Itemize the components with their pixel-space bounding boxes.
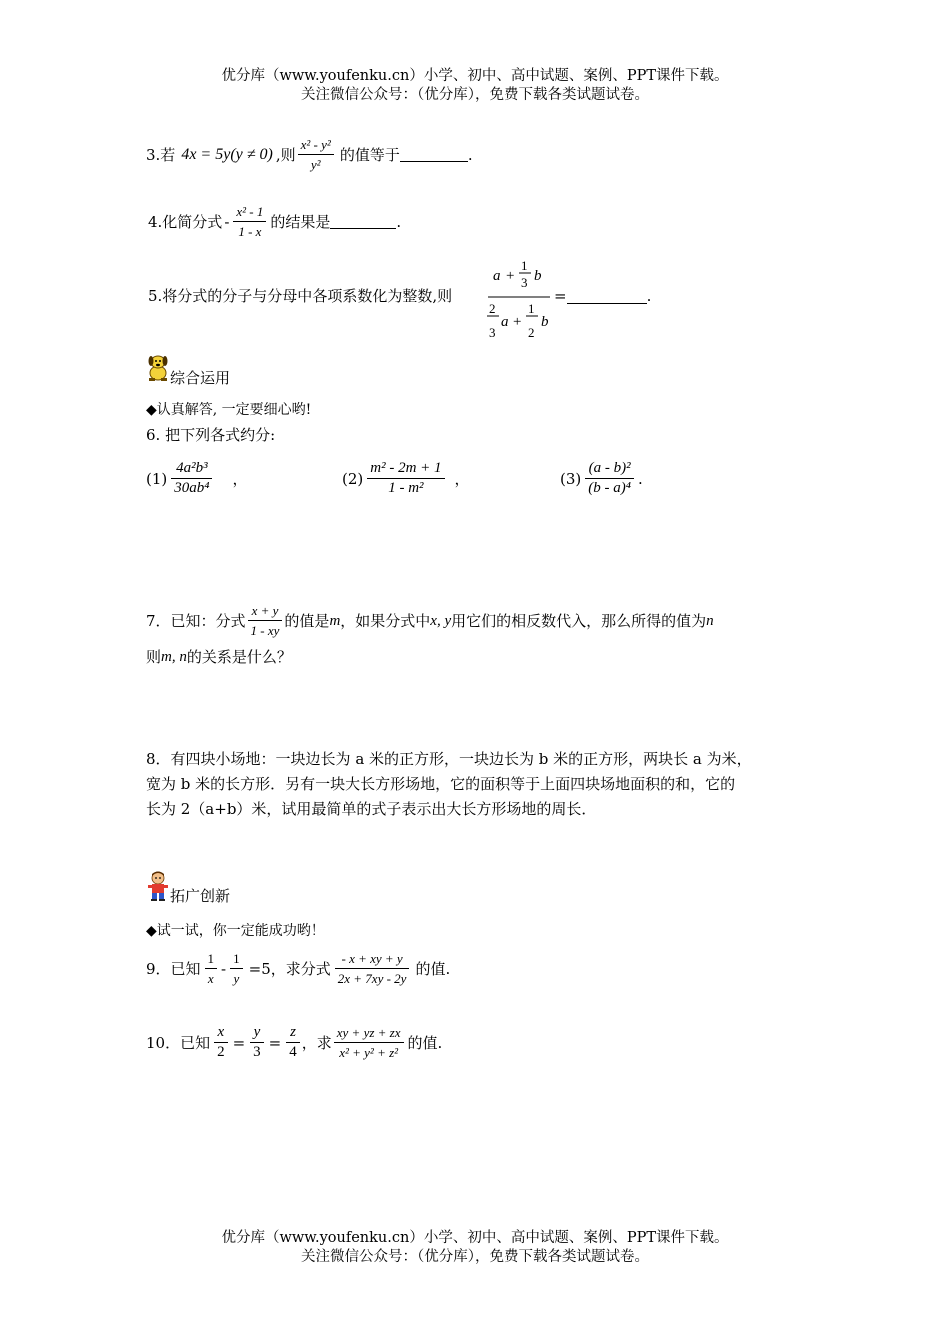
q7-fraction-denominator: 1 - xy	[250, 623, 280, 638]
q5-fraction-drawing	[486, 256, 552, 344]
q3-answer-blank[interactable]	[400, 147, 468, 162]
q10-fraction-denominator: x² + y² + z²	[339, 1045, 399, 1060]
q8-line-3: 长为 2（a+b）米，试用最简单的式子表示出大长方形场地的周长．	[146, 800, 597, 818]
svg-text:+: +	[513, 314, 522, 330]
q6-item-3-period: .	[637, 469, 643, 488]
q8-line-2: 宽为 b 米的长方形．另有一块大长方形场地，它的面积等于上面四块场地面积的和，它的	[146, 775, 736, 793]
svg-text:1: 1	[528, 301, 535, 316]
svg-text:b: b	[534, 268, 542, 284]
q10-text-mid: ，求	[301, 1033, 332, 1052]
q3-fraction	[298, 136, 334, 173]
q5-end: .	[646, 287, 652, 305]
q10-fraction-numerator: xy + yz + zx	[334, 1024, 404, 1043]
q4-end: .	[396, 212, 402, 231]
q5-prefix: 5.将分式的分子与分母中各项系数化为整数,则	[148, 287, 453, 305]
section-title-comprehensive: 综合运用	[170, 369, 231, 387]
q9-fraction-numerator: - x + xy + y	[335, 950, 410, 969]
q10-fraction	[334, 1024, 404, 1061]
q7-prefix: 7．已知：分式	[146, 611, 246, 630]
question-9: 9．已知 $\frac{1}{x}$ - $\frac{1}{y}$ =5，求分式 $\frac{- x + xy + y}{2x + 7xy - 2y}$ 的值.	[146, 951, 451, 986]
q6-item-2-numerator: m² - 2m + 1	[367, 460, 444, 479]
q4-sign: -	[224, 212, 230, 231]
q6-item-1-comma: ，	[232, 469, 248, 488]
question-4	[148, 203, 401, 240]
q6-item-3-fraction	[585, 460, 634, 497]
svg-text:2: 2	[528, 325, 535, 340]
svg-text:3: 3	[521, 275, 528, 290]
q9-suffix: 的值.	[415, 959, 451, 978]
q7-fraction-numerator: x + y	[248, 602, 283, 621]
svg-text:1: 1	[521, 258, 528, 273]
q5-answer	[554, 286, 651, 306]
question-7-line-1	[146, 602, 714, 639]
q7-text-3: 用它们的相反数代入，那么所得的值为	[451, 611, 707, 630]
q9-fraction	[335, 950, 410, 987]
q6-item-2	[342, 460, 470, 497]
q6-item-1-numerator: 4a²b³	[171, 460, 212, 479]
q5-eq: =	[554, 287, 567, 305]
q6-item-1-denominator: 30ab⁴	[174, 480, 210, 496]
q8-line-1: 8．有四块小场地：一块边长为 a 米的正方形，一块边长为 b 米的正方形，两块长 a 为米，	[146, 750, 752, 768]
q6-item-3-numerator: (a - b)²	[585, 460, 634, 479]
q10-fraction-z-over-4: $\frac{z}{4}$	[286, 1024, 300, 1061]
q4-fraction-numerator: x² - 1	[233, 203, 266, 222]
q7-var-n: n	[706, 612, 714, 629]
q4-suffix: 的结果是	[270, 212, 331, 231]
q7-var-m: m	[329, 612, 341, 629]
q4-answer-blank[interactable]	[330, 214, 396, 229]
q9-fraction-1-over-y: $\frac{1}{y}$	[230, 950, 243, 987]
q10-suffix: 的值.	[407, 1033, 443, 1052]
svg-text:b: b	[541, 314, 549, 330]
q7-line-2-suffix: 的关系是什么？	[186, 648, 292, 666]
q6-item-2-comma: ，	[454, 469, 470, 488]
q7-text-1: 的值是	[284, 611, 330, 630]
footer-line-1: 优分库（www.youfenku.cn）小学、初中、高中试题、案例、PPT课件下载。	[221, 1230, 729, 1246]
header-line-1: 优分库（www.youfenku.cn）小学、初中、高中试题、案例、PPT课件下载。	[221, 68, 729, 84]
svg-text:3: 3	[489, 325, 496, 340]
q9-prefix: 9．已知	[146, 959, 201, 978]
q6-item-1	[146, 460, 247, 497]
q10-fraction-y-over-3: $\frac{y}{3}$	[250, 1024, 264, 1061]
q5-complex-fraction	[486, 256, 552, 344]
header-line-2: 关注微信公众号：（优分库），免费下载各类试题试卷。	[301, 87, 649, 103]
q4-prefix: 4.化简分式	[148, 212, 223, 231]
svg-text:a: a	[493, 268, 501, 284]
q6-item-3-denominator: (b - a)⁴	[588, 480, 631, 496]
question-3	[146, 136, 473, 173]
q3-end: .	[467, 145, 473, 164]
q9-fraction-denominator: 2x + 7xy - 2y	[337, 971, 407, 986]
q6-item-3	[560, 460, 643, 497]
q4-fraction-denominator: 1 - x	[238, 224, 262, 239]
q9-fraction-1-over-x: $\frac{1}{x}$	[205, 950, 218, 987]
svg-text:2: 2	[489, 301, 496, 316]
svg-text:a: a	[501, 314, 509, 330]
q7-fraction	[248, 602, 283, 639]
q10-fraction-x-over-2: $\frac{x}{2}$	[214, 1024, 228, 1061]
q7-var-mn: m, n	[161, 649, 187, 665]
q7-text-2: ，如果分式中	[340, 611, 431, 630]
section-title-extension: 拓广创新	[170, 887, 231, 905]
footer-line-2: 关注微信公众号：（优分库），免费下载各类试题试卷。	[301, 1249, 649, 1265]
dog-mascot-icon	[146, 352, 170, 386]
q7-var-xy: x, y	[430, 612, 452, 629]
q3-condition: 4x = 5y(y ≠ 0)	[181, 145, 273, 163]
q5-answer-blank[interactable]	[567, 289, 647, 304]
q6-title: 6. 把下列各式约分:	[146, 426, 276, 444]
q3-fraction-denominator: y²	[310, 157, 321, 172]
q4-fraction	[233, 203, 266, 240]
question-10: 10．已知 $\frac{x}{2}$ = $\frac{y}{3}$ = $\frac{z}{4}$ ，求 $\frac{xy + yz + zx}{\text{x² + y² + z²}}$ 的值.	[146, 1024, 443, 1060]
q6-item-3-label: (3)	[560, 469, 582, 488]
q3-suffix: 的值等于	[339, 145, 400, 164]
boy-mascot-icon	[146, 870, 170, 906]
svg-text:+: +	[506, 268, 515, 284]
q6-item-1-label: (1)	[146, 469, 168, 488]
section-2-tip: ◆试一试，你一定能成功哟！	[146, 923, 325, 939]
q6-item-2-label: (2)	[342, 469, 364, 488]
q9-eq-tail: =5，求分式	[248, 959, 331, 978]
q3-fraction-numerator: x² - y²	[298, 136, 334, 155]
q6-item-2-fraction	[367, 460, 444, 497]
q3-mid: ,则	[275, 145, 296, 164]
question-7-line-2	[146, 647, 292, 667]
q7-line-2-prefix: 则	[146, 648, 162, 666]
section-1-tip: ◆认真解答, 一定要细心哟!	[146, 402, 312, 418]
q6-item-1-fraction	[171, 460, 212, 497]
q3-prefix: 3.若	[146, 145, 176, 164]
q10-prefix: 10．已知	[146, 1033, 211, 1052]
q6-item-2-denominator: 1 - m²	[388, 480, 424, 496]
